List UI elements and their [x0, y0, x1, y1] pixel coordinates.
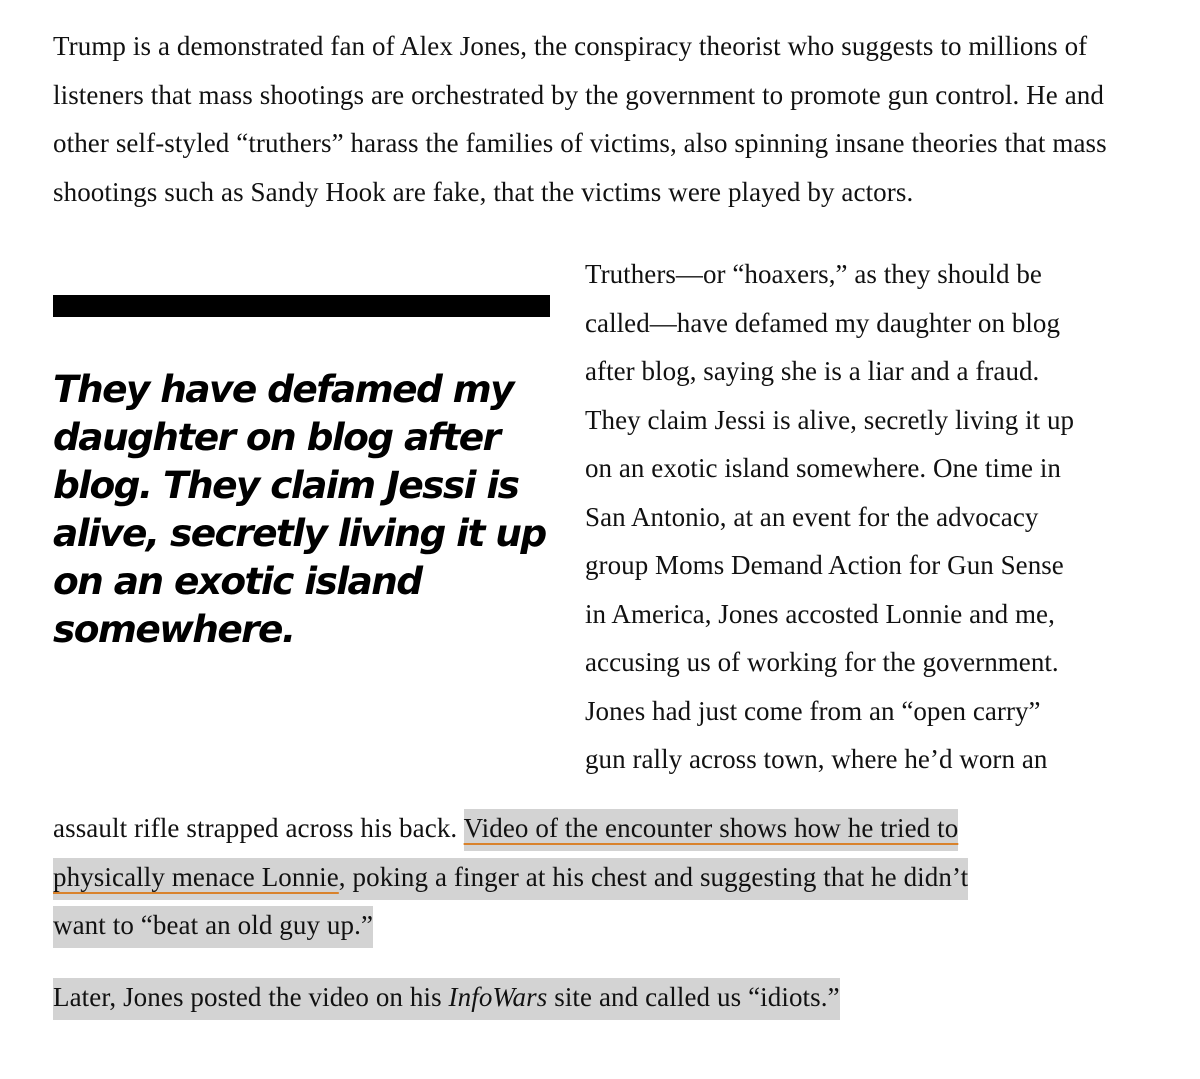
video-encounter-link[interactable]: Video of the encounter shows how he tried to: [464, 809, 959, 851]
paragraph-2: [585, 250, 1165, 784]
plain-text: assault rifle strapped across his back.: [53, 813, 464, 843]
infowars-title: InfoWars: [449, 978, 548, 1020]
paragraph-2-line: San Antonio, at an event for the advocacy: [585, 501, 1039, 532]
highlighted-text: site and called us “idiots.”: [547, 978, 839, 1020]
paragraph-2-continued-line-1: [53, 809, 958, 851]
pullquote-line: on an exotic island: [53, 559, 422, 603]
paragraph-2-line: accusing us of working for the government.: [585, 647, 1059, 677]
paragraph-2-line: group Moms Demand Action for Gun Sense: [585, 550, 1064, 580]
paragraph-2-line: on an exotic island somewhere. One time in: [585, 453, 1061, 483]
pullquote: [53, 295, 553, 653]
pullquote-line: somewhere.: [53, 607, 295, 651]
pullquote-line: blog. They claim Jessi is: [53, 463, 519, 507]
paragraph-2-continued-line-3: [53, 906, 373, 948]
paragraph-2-line: gun rally across town, where he’d worn an: [585, 744, 1048, 774]
paragraph-2-continued: [53, 804, 1163, 950]
highlighted-text: , poking a finger at his chest and suggesting that he didn’t: [339, 858, 968, 900]
video-encounter-link-continued[interactable]: physically menace Lonnie: [53, 858, 339, 900]
pullquote-line: alive, secretly living it up: [53, 511, 546, 555]
paragraph-2-line: in America, Jones accosted Lonnie and me,: [585, 598, 1055, 629]
pullquote-line: They have defamed my: [53, 367, 513, 411]
highlighted-text: Later, Jones posted the video on his: [53, 978, 449, 1020]
highlighted-text: want to “beat an old guy up.”: [53, 906, 373, 948]
paragraph-2-line: after blog, saying she is a liar and a fraud.: [585, 356, 1040, 386]
paragraph-2-line: Jones had just come from an “open carry”: [585, 695, 1041, 726]
paragraph-3: [53, 973, 1163, 1022]
paragraph-2-line: They claim Jessi is alive, secretly living it up: [585, 404, 1075, 435]
article-body: [53, 22, 1163, 1021]
paragraph-1: Trump is a demonstrated fan of Alex Jones, the conspiracy theorist who suggests to millions of listeners that mass shootings are orchestrated by the government to promote gun control. He and other self-styled “truthers” harass the families of victims, also spinning insane theories that mass shootings such as Sandy Hook are fake, that the victims were played by actors.: [53, 31, 1107, 207]
pullquote-section: [53, 250, 1163, 804]
paragraph-2-continued-line-2: [53, 858, 968, 900]
pullquote-rule: [53, 295, 550, 317]
paragraph-2-line: called—have defamed my daughter on blog: [585, 307, 1061, 338]
pullquote-line: daughter on blog after: [53, 415, 500, 459]
pullquote-text: [53, 365, 553, 653]
paragraph-2-line: Truthers—or “hoaxers,” as they should be: [585, 259, 1042, 289]
paragraph-3-line: [53, 978, 840, 1020]
